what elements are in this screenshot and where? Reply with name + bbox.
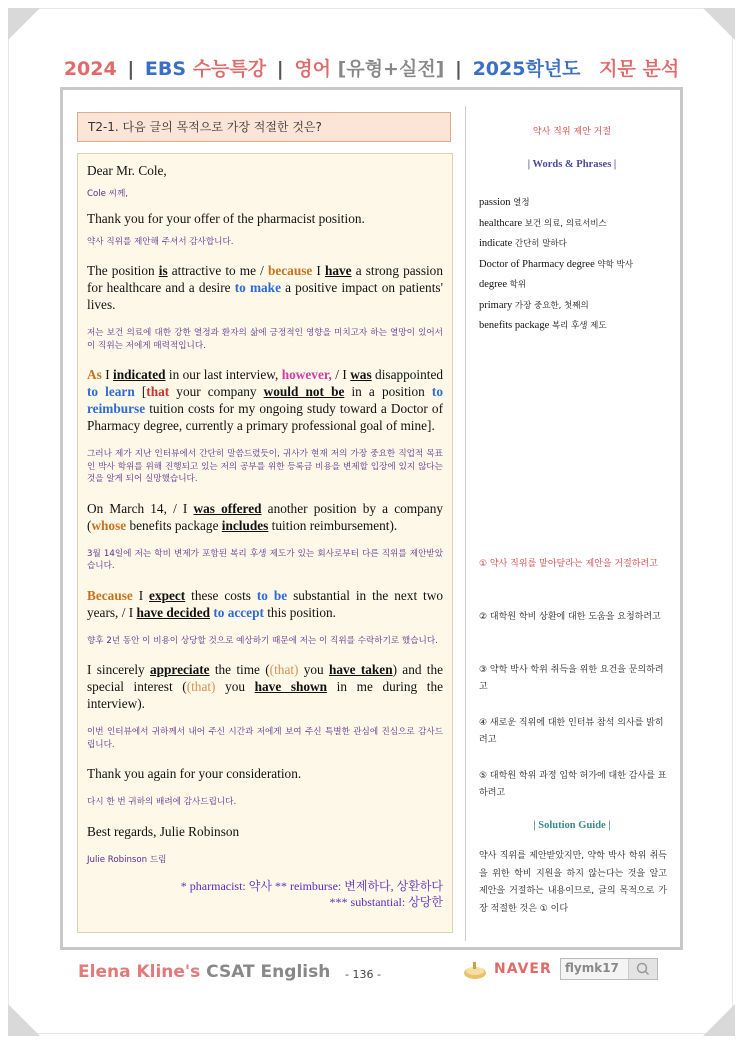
- vocab-item: benefits package 복리 후생 제도: [479, 320, 607, 331]
- solution-guide-heading: | Solution Guide |: [533, 820, 611, 831]
- page-corner-fold: [8, 1004, 40, 1036]
- search-button[interactable]: [628, 959, 657, 979]
- sentence-5-en: Because I expect these costs to be substantial in the next two years, / I have decided to accept this position.: [87, 587, 443, 620]
- sentence-2-ko: 저는 보건 의료에 대한 강한 열정과 환자의 삶에 긍정적인 영향을 미치고자 하는 열망이 있어서 이 직위는 저에게 매력적입니다.: [87, 328, 443, 351]
- naver-blog-icon: [462, 960, 488, 980]
- solution-guide-text: 약사 직위를 제안받았지만, 약학 박사 학위 취득을 위한 학비 지원을 하지 않는다는 것을 알고 제안을 거절하는 내용이므로, 글의 목적으로 가장 적절한 것은 ① 이다: [479, 851, 667, 914]
- vocab-list: [479, 193, 669, 337]
- page-corner-fold: [703, 8, 735, 40]
- vocab-item: degree 학위: [479, 279, 527, 290]
- sentence-3-ko: 그러나 제가 지난 인터뷰에서 간단히 말씀드렸듯이, 귀사가 현재 저의 가장 중요한 직업적 목표인 박사 학위를 위해 진행되고 있는 저의 공부를 위한 등록금 비용을 변제할 입장에 있지 않다는 것을 알게 되어 실망했습니다.: [87, 449, 443, 484]
- sentence-1-en: Thank you for your offer of the pharmacist position.: [87, 210, 365, 226]
- salutation-en: Dear Mr. Cole,: [87, 163, 167, 178]
- header-separator: |: [455, 58, 462, 80]
- header-type: [유형+실전]: [337, 58, 445, 80]
- header-ebs: EBS: [144, 58, 187, 80]
- footnote-line-2: *** substantial: 상당한: [329, 895, 443, 909]
- header-book-title: 수능특강: [192, 58, 267, 80]
- header-year2: 2025학년도: [472, 58, 581, 80]
- page-corner-fold: [8, 8, 40, 40]
- search-input[interactable]: flymk17: [565, 961, 619, 975]
- sentence-1-ko: 약사 직위를 제안해 주셔서 감사합니다.: [87, 236, 234, 247]
- page-corner-fold: [703, 1004, 735, 1036]
- closing-ko: Julie Robinson 드림: [87, 854, 167, 865]
- words-phrases-heading: | Words & Phrases |: [527, 159, 617, 170]
- sidebar-title: 약사 직위 제안 거절: [532, 127, 612, 137]
- sentence-6-ko: 이번 인터뷰에서 귀하께서 내어 주신 시간과 저에게 보여 주신 특별한 관심에 진심으로 감사드립니다.: [87, 727, 443, 750]
- question-box: [77, 112, 451, 142]
- vocab-item: primary 가장 중요한, 첫째의: [479, 299, 589, 311]
- sentence-2-en: The position is attractive to me / because I have a strong passion for healthcare and a desire to make a positive impact on patients' lives.: [87, 263, 443, 312]
- header-subject: 영어: [294, 58, 332, 80]
- search-box[interactable]: [560, 958, 658, 980]
- footnote-line-1: * pharmacist: 약사 ** reimburse: 변제하다, 상환하다: [180, 879, 443, 893]
- closing-en: Best regards, Julie Robinson: [87, 823, 240, 839]
- header-analysis: 지문 분석: [599, 58, 680, 80]
- option-3: ③ 약학 박사 학위 취득을 위한 요건을 문의하려고: [479, 665, 664, 692]
- option-2: ② 대학원 학비 상환에 대한 도움을 요청하려고: [479, 612, 661, 622]
- sentence-3-en: As I indicated in our last interview, however, / I was disappointed to learn [that your company would not be in a position to reimburse tuition costs for my ongoing study toward a Doctor of Pharmacy degree, currently a primary professional goal of mine].: [87, 367, 443, 433]
- sentence-7-en: Thank you again for your consideration.: [87, 766, 302, 781]
- sentence-7-ko: 다시 한 번 귀하의 배려에 감사드립니다.: [87, 797, 237, 807]
- header-separator: |: [276, 58, 284, 80]
- sentence-6-en: I sincerely appreciate the time ((that) you have taken) and the special interest ((that) you have shown in me during the interview).: [87, 662, 444, 711]
- sentence-4-en: On March 14, / I was offered another position by a company (whose benefits package includes tuition reimbursement).: [87, 500, 443, 533]
- footnotes: [87, 878, 443, 910]
- page-number: - 136 -: [345, 968, 381, 981]
- header-separator: |: [127, 58, 135, 80]
- footer-author: Elena Kline's: [78, 962, 201, 982]
- option-1-correct: ① 약사 직위를 맡아달라는 제안을 거절하려고: [479, 559, 658, 569]
- header-year: 2024: [63, 58, 117, 80]
- search-icon: [629, 959, 657, 979]
- vocab-item: Doctor of Pharmacy degree 약학 박사: [479, 258, 633, 270]
- option-4: ④ 새로운 직위에 대한 인터뷰 참석 의사를 밝히려고: [479, 718, 664, 745]
- vocab-item: indicate 간단히 말하다: [479, 238, 567, 249]
- question-text: T2-1. 다음 글의 목적으로 가장 적절한 것은?: [88, 120, 322, 134]
- option-5: ⑤ 대학원 학위 과정 입학 허가에 대한 감사를 표하려고: [479, 771, 667, 798]
- passage-box: [77, 153, 453, 933]
- sentence-5-ko: 향후 2년 동안 이 비용이 상당할 것으로 예상하기 때문에 저는 이 직위를 수락하기로 했습니다.: [87, 635, 438, 646]
- naver-label: NAVER: [494, 961, 552, 977]
- footer-brand: [78, 962, 330, 982]
- column-divider: [465, 106, 466, 941]
- vocab-item: passion 열정: [479, 197, 530, 208]
- vocab-item: healthcare 보건 의료, 의료서비스: [479, 217, 607, 229]
- sentence-4-ko: 3월 14일에 저는 학비 변제가 포함된 복리 후생 제도가 있는 회사로부터 다른 직위를 제안받았습니다.: [87, 548, 443, 571]
- page-header: [0, 54, 743, 81]
- main-frame: [60, 87, 683, 950]
- footer-csat: CSAT English: [206, 962, 331, 982]
- salutation-ko: Cole 씨께,: [87, 189, 128, 199]
